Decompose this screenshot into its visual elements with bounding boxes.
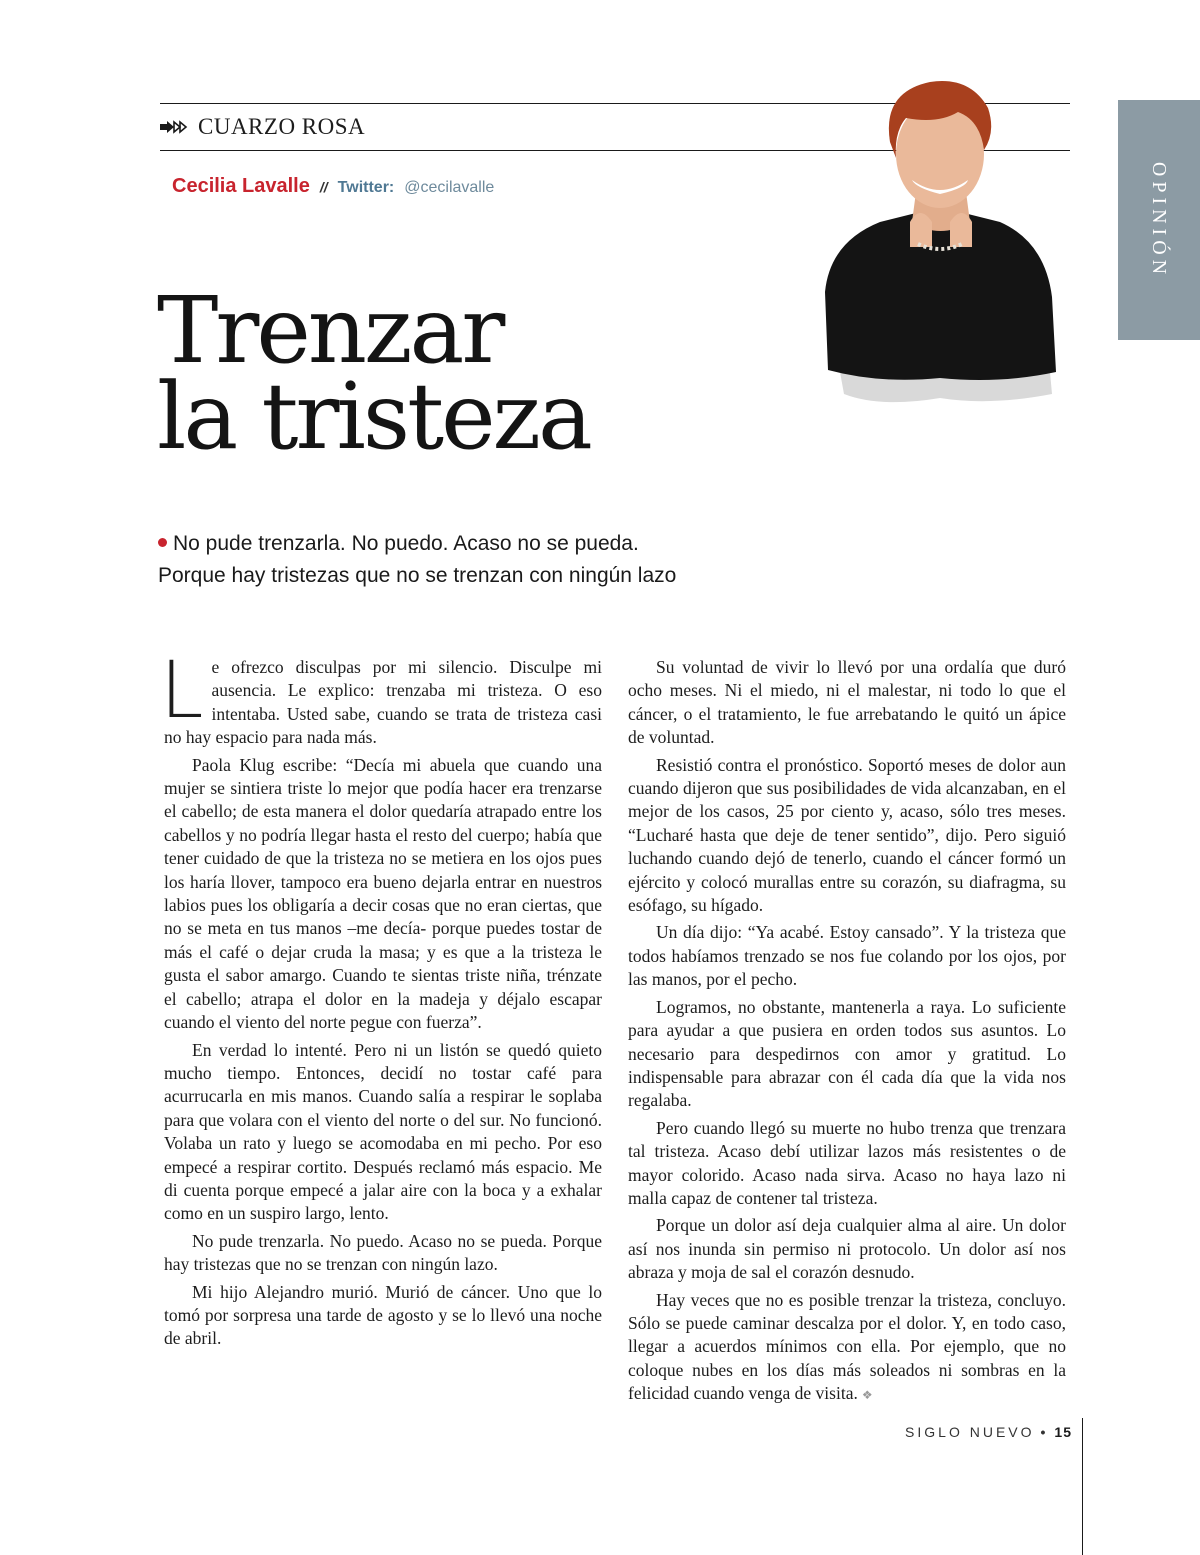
page-folio: [905, 1424, 1072, 1440]
article-paragraph: Paola Klug escribe: “Decía mi abuela que cuando una mujer se sintiera triste lo mejor que podía hacer era trenzarse el cabello; de esta manera el dolor quedaría atrapado entre los cabellos y no podría llegar hasta el resto del cuerpo; había que tener cuidado de que la tristeza no se metiera en los ojos pues los haría llover, tampoco era bueno dejarla entrar en nuestros labios pues los obligaría a decir cosas que no eran ciertas, que no se meta en tus manos –me decía- porque puedes tostar de más el café o dejar cruda la masa; y es que a la tristeza le gusta el sabor amargo. Cuando te sientas triste niña, trénzate el cabello; atrapa el dolor en la madeja y déjalo escapar cuando el viento del norte pegue con fuerza”.: [164, 754, 602, 1033]
bullet-dot-icon: [158, 538, 167, 547]
twitter-label: Twitter:: [337, 179, 395, 196]
folio-rule: [1082, 1418, 1083, 1555]
section-tab-label: OPINIÓN: [1148, 161, 1171, 279]
section-label: CUARZO ROSA: [198, 114, 366, 139]
section-header: [160, 113, 365, 141]
author-name: Cecilia Lavalle: [172, 175, 310, 197]
header-rule-top: [160, 103, 790, 104]
twitter-handle[interactable]: @cecilavalle: [404, 179, 495, 196]
publication-name: SIGLO NUEVO: [905, 1424, 1035, 1440]
article-paragraph: En verdad lo intenté. Pero ni un listón se quedó quieto mucho tiempo. Entonces, decidí no tostar café para acurrucarla en mis manos. Cuando salía a respirar le soplaba para que volara con el viento del norte o del sur. No funcionó. Volaba un rato y luego se acomodaba en mi pecho. Por eso empecé a respirar cortito. Después reclamó más espacio. Me di cuenta porque empecé a jalar aire con la boca y a exhalar como en un suspiro largo, lento.: [164, 1039, 602, 1224]
double-arrow-icon: [160, 120, 188, 134]
article-paragraph: No pude trenzarla. No puedo. Acaso no se pueda. Porque hay tristezas que no se trenzan con ningún lazo.: [164, 1230, 602, 1275]
headline-line-1: Trenzar: [157, 277, 503, 384]
byline-separator: //: [319, 179, 328, 195]
headline-line-2: la tristeza: [157, 363, 590, 470]
author-portrait: [820, 72, 1060, 407]
article-paragraph: Logramos, no obstante, mantenerla a raya. Lo suficiente para ayudar a que pusiera en orden todos sus asuntos. Lo necesario para despedirnos con amor y gratitud. Lo indispensable para abrazar con él cada día que la vida nos regalaba.: [628, 996, 1066, 1111]
folio-bullet: •: [1040, 1424, 1049, 1440]
dek: [158, 528, 676, 592]
article-paragraph: Porque un dolor así deja cualquier alma al aire. Un dolor así nos inunda sin permiso ni protocolo. Un dolor así nos abraza y moja de sal el corazón desnudo.: [628, 1215, 1066, 1283]
section-tab: [1118, 100, 1200, 340]
article-paragraph: Le ofrezco disculpas por mi silencio. Disculpe mi ausencia. Le explico: trenzaba mi tristeza. O eso intentaba. Usted sabe, cuando se trata de tristeza casi no hay espacio para nada más.: [160, 646, 602, 748]
drop-cap: L: [160, 646, 204, 736]
article-column-right: [628, 656, 1066, 1412]
article-column-left: [160, 646, 602, 1355]
dek-line-1: No pude trenzarla. No puedo. Acaso no se pueda.: [173, 532, 639, 555]
article-paragraph: Su voluntad de vivir lo llevó por una ordalía que duró ocho meses. Ni el miedo, ni el malestar, ni todo lo que el cáncer, o el tratamiento, le fue arrebatando le quitó un ápice de voluntad.: [628, 657, 1066, 748]
article-paragraph: Un día dijo: “Ya acabé. Estoy cansado”. Y la tristeza que todos habíamos trenzado se nos fue colando por los ojos, por las manos, por el pecho.: [628, 922, 1066, 990]
article-paragraph: Hay veces que no es posible trenzar la tristeza, concluyo. Sólo se puede caminar descalza por el dolor. Y, en todo caso, llegar a acuerdos mínimos con ella. Por ejemplo, que no coloque nubes en los días más soleados ni sombras en la felicidad cuando venga de visita. ❖: [628, 1289, 1066, 1404]
headline: [157, 277, 590, 470]
article-paragraph: Mi hijo Alejandro murió. Murió de cáncer. Uno que lo tomó por sorpresa una tarde de agosto y se lo llevó una noche de abril.: [164, 1281, 602, 1349]
end-mark-icon: ❖: [861, 1388, 873, 1403]
article-paragraph: Resistió contra el pronóstico. Soportó meses de dolor aun cuando dijeron que sus posibilidades de vida alcanzaban, en el mejor de los casos, 25 por ciento y, acaso, sólo tres meses. “Lucharé hasta que deje de tener sentido”, dijo. Pero siguió luchando cuando dejó de tenerlo, cuando el cáncer formó un ejército y colocó murallas entre su corazón, su diafragma, su esófago, su hígado.: [628, 754, 1066, 916]
dek-line-2: Porque hay tristezas que no se trenzan con ningún lazo: [158, 564, 677, 587]
article-paragraph: Pero cuando llegó su muerte no hubo trenza que trenzara tal tristeza. Acaso debí utilizar lazos más resistentes o de mayor colorido. Acaso nada sirva. Acaso no haya lazo ni malla capaz de contener tal tristeza.: [628, 1117, 1066, 1208]
page-number: 15: [1054, 1424, 1072, 1440]
byline: [172, 175, 494, 198]
